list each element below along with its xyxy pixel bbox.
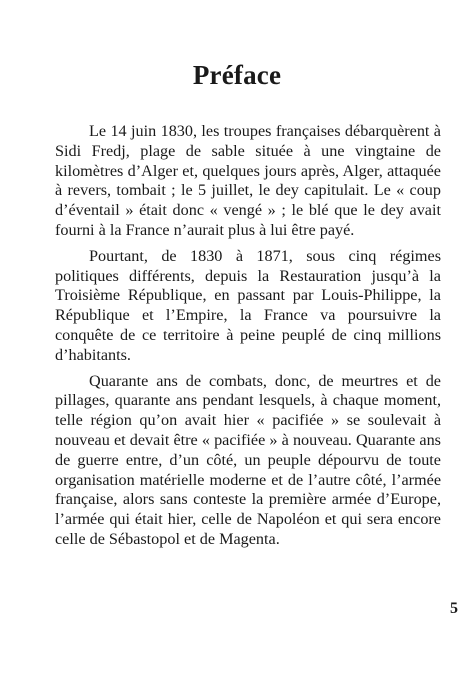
page-title: Préface [192, 60, 282, 90]
body-text [55, 122, 441, 550]
paragraph-3: Quarante ans de combats, donc, de meurtres et de pillages, quarante ans pendant lesquels, à chaque moment, telle région qu’on avait hier « pacifiée » se soulevait à nouveau et devait être « pacifiée » à nouveau. Quarante ans de guerre entre, d’un côté, un peuple dépourvu de toute organisation matérielle moderne et de l’autre côté, l’armée française, alors sans conteste la première armée d’Europe, l’armée qui était hier, celle de Napoléon et qui sera encore celle de Sébastopol et de Magenta. [55, 371, 441, 548]
paragraph-2: Pourtant, de 1830 à 1871, sous cinq régimes politiques différents, depuis la Restauration jusqu’à la Troisième République, en passant par Louis-Philippe, la République et l’Empire, la France va poursuivre la conquête de ce territoire à peine peuplé de cinq millions d’habitants. [55, 246, 441, 364]
paragraph-1: Le 14 juin 1830, les troupes françaises débarquèrent à Sidi Fredj, plage de sable située à une vingtaine de kilomètres d’Alger et, quelques jours après, Alger, attaquée à revers, tombait ; le 5 juillet, le dey capitulait. Le « coup d’éventail » était donc « vengé » ; le blé que le dey avait fourni à la France n’aurait plus à lui être payé. [55, 122, 441, 239]
page-number: 5 [450, 600, 458, 617]
